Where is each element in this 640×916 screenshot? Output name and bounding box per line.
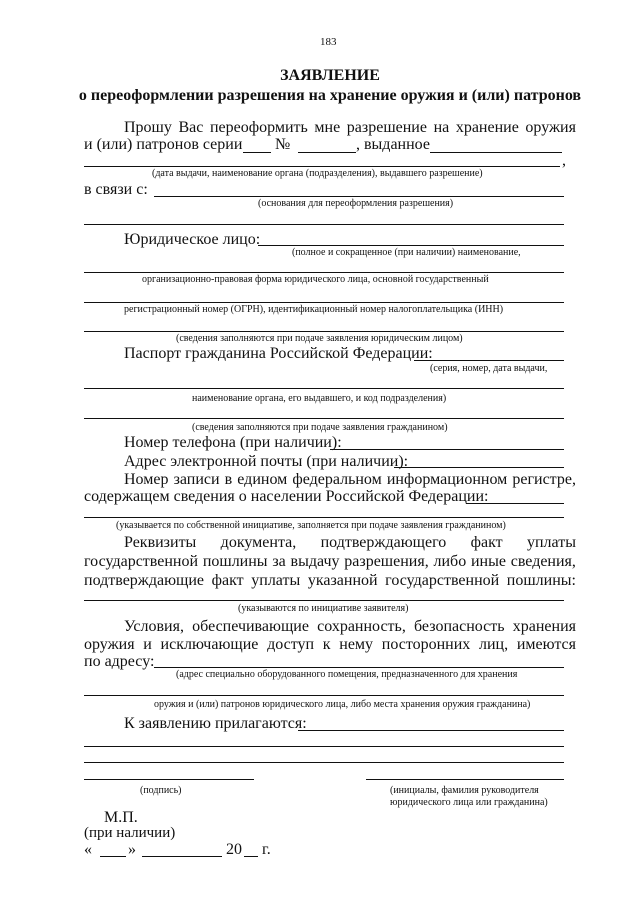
passport-field-3[interactable] xyxy=(84,418,564,419)
number-field[interactable] xyxy=(298,152,356,153)
full-name-field[interactable] xyxy=(366,779,564,780)
conditions-line-2: оружия и исключающие доступ к нему посторонних лиц, имеются xyxy=(84,636,576,653)
email-label: Адрес электронной почты (при наличии): xyxy=(124,453,409,470)
register-field-2[interactable] xyxy=(84,517,564,518)
phone-field[interactable] xyxy=(330,449,564,450)
legal-entity-label: Юридическое лицо: xyxy=(124,231,261,248)
stamp-if-any: (при наличии) xyxy=(84,825,176,841)
payment-line-3: подтверждающие факт уплаты указанной государственной пошлины: xyxy=(84,572,576,589)
passport-caption-2: наименование органа, его выдавшего, и код подразделения) xyxy=(192,393,447,404)
address-field[interactable] xyxy=(154,667,564,668)
register-field[interactable] xyxy=(466,503,564,504)
document-title: ЗАЯВЛЕНИЕ xyxy=(280,67,380,84)
signature-caption: (подпись) xyxy=(140,785,182,796)
page-number: 183 xyxy=(320,36,337,48)
passport-field-2[interactable] xyxy=(84,388,564,389)
payment-field[interactable] xyxy=(84,600,564,601)
issue-comma: , xyxy=(562,152,566,169)
email-field[interactable] xyxy=(394,467,564,468)
number-sign: № xyxy=(275,136,291,153)
passport-field[interactable] xyxy=(414,360,564,361)
attachments-label: К заявлению прилагаются: xyxy=(124,715,307,732)
phone-label: Номер телефона (при наличии): xyxy=(124,434,342,451)
legal-entity-caption-2: организационно-правовая форма юридического лица, основной государственный xyxy=(142,274,489,285)
legal-entity-field[interactable] xyxy=(258,245,564,246)
signature-field[interactable] xyxy=(84,779,254,780)
legal-entity-caption-4: (сведения заполняются при подаче заявления юридическим лицом) xyxy=(176,333,463,344)
legal-entity-field-4[interactable] xyxy=(84,331,564,332)
register-line-2: содержащем сведения о населении Российской Федерации: xyxy=(84,488,489,505)
conditions-address-label: по адресу: xyxy=(84,653,155,670)
reason-caption: (основания для переоформления разрешения) xyxy=(258,198,454,209)
conditions-caption-2: оружия и (или) патронов юридического лица, либо места хранения оружия гражданина) xyxy=(154,699,531,710)
payment-line-1: Реквизиты документа, подтверждающего факт уплаты xyxy=(124,534,576,551)
date-year-suffix: г. xyxy=(262,841,271,858)
address-field-2[interactable] xyxy=(84,695,564,696)
register-caption: (указывается по собственной инициативе, заполняется при подаче заявления гражданином) xyxy=(116,520,506,531)
issue-details-field[interactable] xyxy=(84,166,560,167)
name-caption-2: юридического лица или гражданина) xyxy=(390,797,548,808)
request-line-2-label: и (или) патронов серии xyxy=(84,136,243,153)
reason-label: в связи с: xyxy=(84,181,148,198)
date-quote-close: » xyxy=(128,841,136,858)
date-quote-open: « xyxy=(84,841,92,858)
legal-entity-caption-3: регистрационный номер (ОГРН), идентификационный номер налогоплательщика (ИНН) xyxy=(124,304,504,315)
issue-caption: (дата выдачи, наименование органа (подразделения), выдавшего разрешение) xyxy=(152,168,483,179)
date-year-field[interactable] xyxy=(244,856,258,857)
reason-field-2[interactable] xyxy=(84,224,564,225)
document-subtitle: о переоформлении разрешения на хранение оружия и (или) патронов xyxy=(78,87,582,104)
name-caption-1: (инициалы, фамилия руководителя xyxy=(390,785,539,796)
issued-field[interactable] xyxy=(430,152,562,153)
attachments-field[interactable] xyxy=(298,730,564,731)
legal-entity-caption-1: (полное и сокращенное (при наличии) наименование, xyxy=(292,247,521,258)
conditions-caption-1: (адрес специально оборудованного помещения, предназначенного для хранения xyxy=(176,669,518,680)
attachments-field-3[interactable] xyxy=(84,762,564,763)
stamp-mp: М.П. xyxy=(104,809,138,826)
passport-caption-1: (серия, номер, дата выдачи, xyxy=(430,363,548,374)
conditions-line-1: Условия, обеспечивающие сохранность, безопасность хранения xyxy=(124,618,576,635)
issued-label: , выданное xyxy=(356,136,430,153)
reason-field[interactable] xyxy=(154,196,564,197)
legal-entity-field-2[interactable] xyxy=(84,272,564,273)
attachments-field-2[interactable] xyxy=(84,746,564,747)
payment-caption: (указываются по инициативе заявителя) xyxy=(238,603,409,614)
series-field[interactable] xyxy=(243,152,271,153)
passport-caption-3: (сведения заполняются при подаче заявления гражданином) xyxy=(192,422,448,433)
request-line-1: Прошу Вас переоформить мне разрешение на хранение оружия xyxy=(124,119,576,136)
date-year-prefix: 20 xyxy=(226,841,242,858)
legal-entity-field-3[interactable] xyxy=(84,302,564,303)
passport-label: Паспорт гражданина Российской Федерации: xyxy=(124,345,433,362)
payment-line-2: государственной пошлины за выдачу разрешения, либо иные сведения, xyxy=(84,553,576,570)
date-day-field[interactable] xyxy=(100,856,126,857)
date-month-field[interactable] xyxy=(142,856,222,857)
register-line-1: Номер записи в едином федеральном информационном регистре, xyxy=(124,471,576,488)
